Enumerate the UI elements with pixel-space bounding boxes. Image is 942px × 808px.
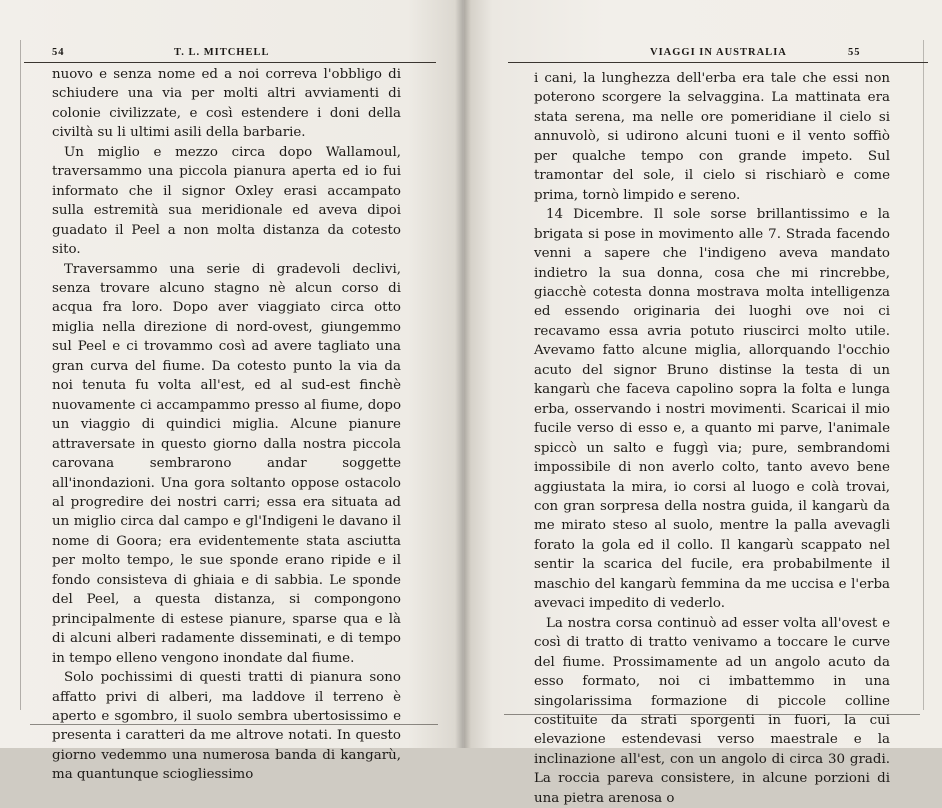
left-page xyxy=(0,0,464,783)
paragraph: i cani, la lunghezza dell'erba era tale che essi non poterono scorgere la selvaggina. La mattinata era stata serena, ma nelle ore pomeridiane il cielo si annuvolò, si udirono alcuni tuoni e il vento soffiò per qualche tempo con grande impeto. Sul tramontar del sole, il cielo si rischiarò e come prima, tornò limpido e sereno. xyxy=(534,71,890,203)
paragraph: 14 Dicembre. Il sole sorse brillantissimo e la brigata si pose in movimento alle 7. Strada facendo venni a sapere che l'indigeno aveva mandato indietro la sua donna, cosa che mi rincrebbe, giacchè cotesta donna mostrava molta intelligenza ed essendo originaria dei luoghi ove noi ci recavamo essa avria potuto riuscirci molto utile. Avevamo fatto alcune miglia, allorquando l'occhio acuto del signor Bruno distinse la testa di un kangarù che faceva capolino sopra la folta e lunga erba, osservando i nostri movimenti. Scaricai il mio fucile verso di esso e, a quanto mi parve, l'animale spiccò un salto e fuggì via; pure, sembrandomi impossibile di non averlo colto, tanto avevo bene aggiustata la mira, io corsi al luogo e colà trovai, con gran sorpresa della nostra guida, il kangarù da me mirato steso al suolo, mentre la palla avevagli forato la gola ed il collo. Il kangarù scappato nel sentir la scarica del fucile, era probabilmente il maschio del kangarù femmina da me uccisa e l'erba avevaci impedito di vederlo. xyxy=(534,207,890,612)
right-page xyxy=(464,0,942,806)
paragraph: La nostra corsa continuò ad esser volta all'ovest e così di tratto di tratto venivamo a toccare le curve del fiume. Prossimamente ad un angolo acuto da esso formato, noi ci imbattemmo in una singolarissima formazione di piccole colline costituite da strati sporgenti in fuori, la cui elevazione estendevasi verso maestrale e la inclinazione all'est, con un angolo di circa 30 gradi. La roccia pareva consistere, in alcune porzioni di una pietra arenosa o xyxy=(534,615,890,806)
page-bottom-edge xyxy=(30,724,438,725)
paragraph: nuovo e senza nome ed a noi correva l'obbligo di schiudere una via per molti altri avviamenti di colonie civilizzate, e così estendere i doni della civiltà su li ultimi asili della barbarie. xyxy=(52,67,401,141)
book-spine-shadow xyxy=(455,0,471,748)
page-number: 55 xyxy=(848,47,861,58)
page-body xyxy=(52,65,401,785)
page-number: 54 xyxy=(52,47,65,58)
running-title: VIAGGI IN AUSTRALIA xyxy=(650,47,787,58)
page-edge xyxy=(923,40,924,710)
paragraph: Solo pochissimi di questi tratti di pianura sono affatto privi di alberi, ma laddove il terreno è aperto e sgombro, il suolo sembra ubertosissimo e presenta i caratteri da me altrove notati. In questo giorno vedemmo una numerosa banda di kangarù, ma quantunque sciogliessimo xyxy=(52,670,401,783)
paragraph: Un miglio e mezzo circa dopo Wallamoul, traversammo una piccola pianura aperta ed io fui informato che il signor Oxley erasi accampato sulla estremità sua meridionale ed aveva dipoi guadato il Peel a non molta distanza da cotesto sito. xyxy=(52,144,401,258)
running-title: T. L. MITCHELL xyxy=(174,47,270,58)
header-rule xyxy=(508,62,928,63)
page-edge xyxy=(20,40,21,710)
paragraph: Traversammo una serie di gradevoli declivi, senza trovare alcuno stagno nè alcun corso di acqua fra loro. Dopo aver viaggiato circa otto miglia nella direzione di nord-ovest, giungemmo sul Peel e ci trovammo così ad avere tagliato una gran curva del fiume. Da cotesto punto la via da noi tenuta fu volta all'est, ed al sud-est finchè nuovamente ci accampammo presso al fiume, dopo un viaggio di quindici miglia. Alcune pianure attraversate in questo giorno dalla nostra piccola carovana sembrarono andar soggette all'inondazioni. Una gora soltanto oppose ostacolo al progredire dei nostri carri; essa era situata ad un miglio circa dal campo e gl'Indigeni le davano il nome di Goora; era evidentemente stata asciutta per molto tempo, le sue sponde erano ripide e il fondo consisteva di ghiaia e di sabbia. Le sponde del Peel, a questa distanza, si compongono principalmente di estese pianure, sparse qua e là di alcuni alberi radamente disseminati, e di tempo in tempo elleno vengono inondate dal fiume. xyxy=(52,261,401,666)
header-rule xyxy=(24,62,436,63)
page-bottom-edge xyxy=(504,714,920,715)
page-body xyxy=(534,69,890,808)
